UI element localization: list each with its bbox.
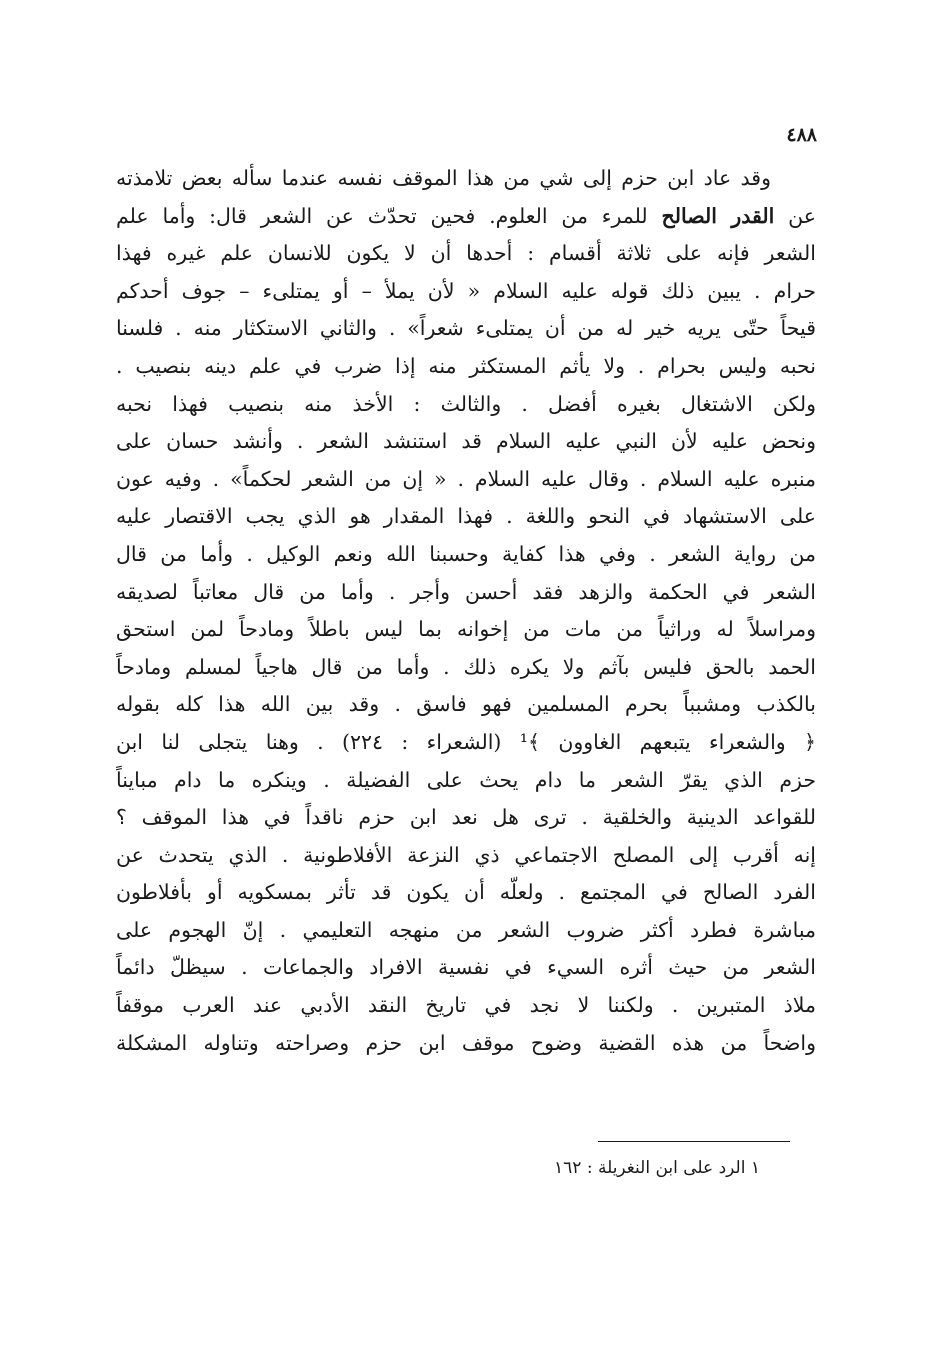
text-line: ملاذ المتبرين . ولكننا لا نجد في تاريخ النقد الأدبي عند العرب موقفاً bbox=[116, 993, 816, 1018]
text-line: الحمد بالحق فليس بآثم ولا يكره ذلك . وأما من قال هاجياً لمسلم ومادحاً bbox=[116, 654, 816, 679]
text-line: على الاستشهاد في النحو واللغة . فهذا المقدار هو الذي يجب الاقتصار عليه bbox=[116, 504, 816, 529]
text-line: ولكن الاشتغال بغيره أفضل . والثالث : الأخذ منه بنصيب فهذا نحبه bbox=[116, 391, 816, 416]
text-line: ومراسلاً له وراثياً من مات من إخوانه بما ليس باطلاً ومادحاً لمن استحق bbox=[116, 617, 816, 642]
text-line: واضحاً من هذه القضية وضوح موقف ابن حزم وصراحته وتناوله المشكلة bbox=[116, 1030, 816, 1055]
body-paragraph bbox=[116, 160, 816, 1062]
text-line: بالكذب ومشبباً بحرم المسلمين فهو فاسق . وقد بين الله هذا كله بقوله bbox=[116, 692, 816, 717]
text-line bbox=[116, 198, 816, 236]
text-line: حرام . يبين ذلك قوله عليه السلام « لأن يملأ – أو يمتلىء – جوف أحدكم bbox=[116, 278, 816, 303]
text-line: ونحض عليه لأن النبي عليه السلام قد استنشد الشعر . وأنشد حسان على bbox=[116, 429, 816, 454]
text-line: مباشرة فطرد أكثر ضروب الشعر من منهجه التعليمي . إنّ الهجوم على bbox=[116, 917, 816, 942]
text-segment: عن bbox=[774, 203, 816, 228]
text-line: الشعر من حيث أثره السيء في نفسية الافراد والجماعات . سيظلّ دائماً bbox=[116, 955, 816, 980]
text-line: وقد عاد ابن حزم إلى شي من هذا الموقف نفسه عندما سأله بعض تلامذته bbox=[116, 166, 771, 190]
text-line: نحبه وليس بحرام . ولا يأثم المستكثر منه إذا ضرب في علم دينه بنصيب . bbox=[116, 353, 816, 378]
footnote: ١ الرد على ابن النغريلة : ١٦٢ bbox=[554, 1158, 760, 1178]
page-number: ٤٨٨ bbox=[786, 124, 817, 146]
text-segment: للمرء من العلوم. فحين تحدّث عن الشعر قال: وأما علم bbox=[116, 203, 662, 228]
text-line: من رواية الشعر . وفي هذا كفاية وحسبنا الله ونعم الوكيل . وأما من قال bbox=[116, 541, 816, 566]
text-line: الشعر في الحكمة والزهد فقد أحسن وأجر . وأما من قال معاتباً لصديقه bbox=[116, 579, 816, 604]
text-line: قيحاً حتّى يريه خير له من أن يمتلىء شعراً» . والثاني الاستكثار منه . فلسنا bbox=[116, 316, 816, 341]
bold-phrase: القدر الصالح bbox=[661, 203, 775, 228]
text-line: الشعر فإنه على ثلاثة أقسام : أحدها أن لا يكون للانسان علم غيره فهذا bbox=[116, 241, 816, 266]
footnote-divider bbox=[598, 1141, 790, 1142]
text-line: إنه أقرب إلى المصلح الاجتماعي ذي النزعة الأفلاطونية . الذي يتحدث عن bbox=[116, 842, 816, 867]
text-line: ﴿ والشعراء يتبعهم الغاوون ﴾¹ (الشعراء : ٢٢٤) . وهنا يتجلى لنا ابن bbox=[116, 729, 816, 754]
text-line: حزم الذي يقرّ الشعر ما دام يحث على الفضيلة . وينكره ما دام مبايناً bbox=[116, 767, 816, 792]
text-line: الفرد الصالح في المجتمع . ولعلّه أن يكون قد تأثر بمسكويه أو بأفلاطون bbox=[116, 880, 816, 905]
text-line: منبره عليه السلام . وقال عليه السلام . « إن من الشعر لحكماً» . وفيه عون bbox=[116, 466, 816, 491]
text-line: للقواعد الدينية والخلقية . ترى هل نعد ابن حزم ناقداً في هذا الموقف ؟ bbox=[116, 805, 816, 830]
